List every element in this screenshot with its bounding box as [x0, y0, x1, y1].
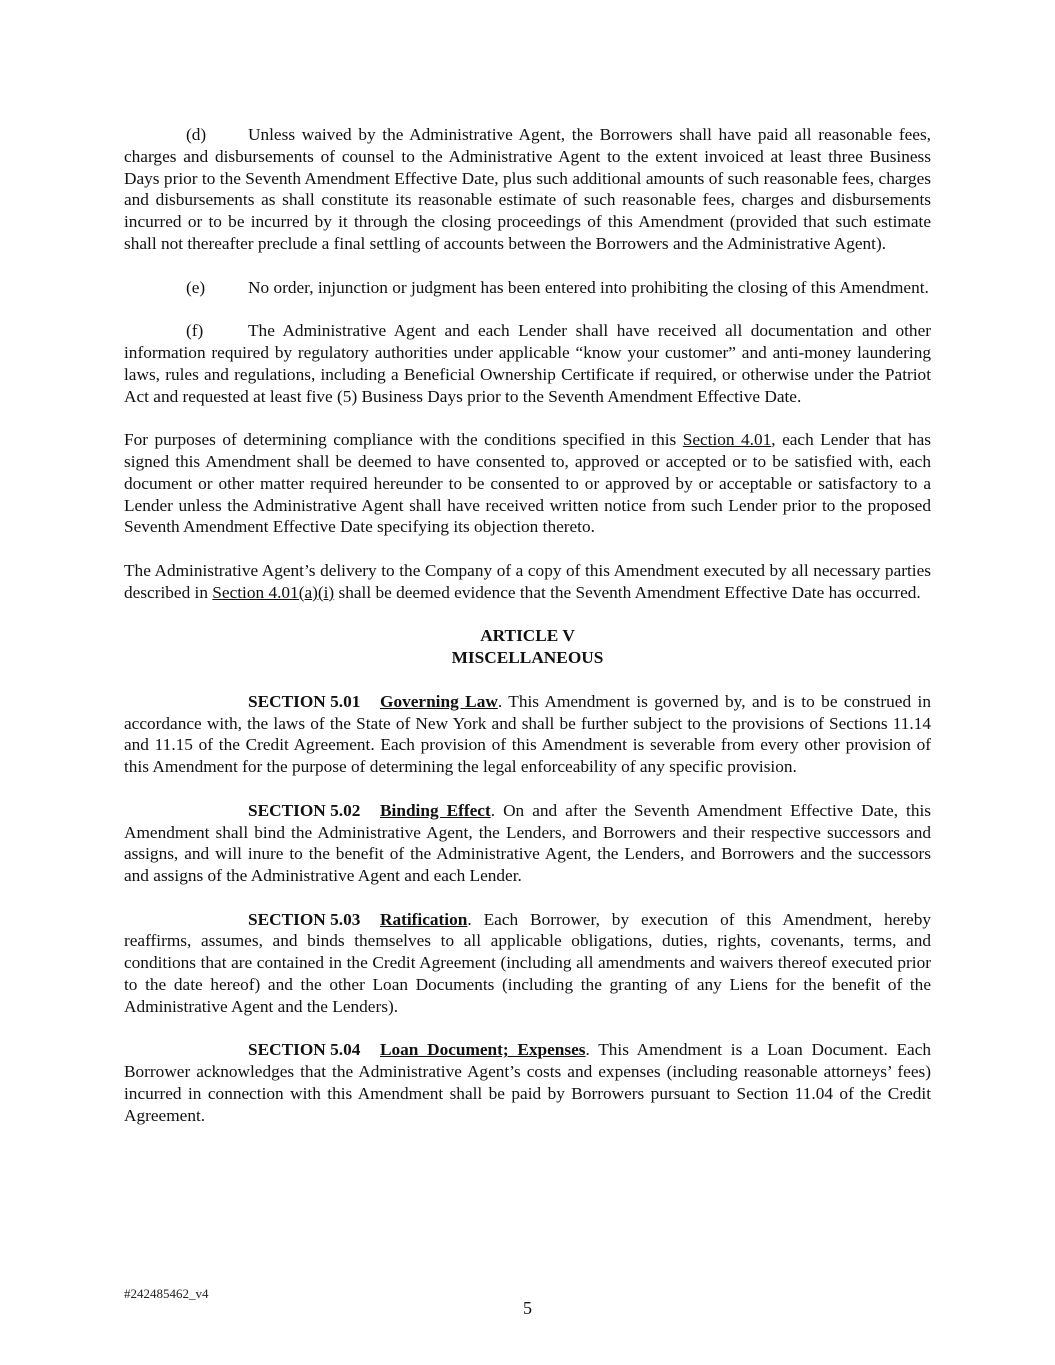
article-number: ARTICLE V: [480, 626, 575, 646]
paragraph-d: [124, 124, 931, 255]
paragraph-f: [124, 320, 931, 407]
section-number: SECTION 5.02: [248, 800, 361, 820]
document-id: #242485462_v4: [124, 1286, 209, 1301]
paragraph-d-label: (d): [186, 125, 207, 144]
section-title: Ratification: [380, 909, 468, 929]
page-number: 5: [523, 1298, 532, 1318]
article-title: MISCELLANEOUS: [451, 648, 604, 668]
section-5-01: [124, 691, 931, 778]
compliance-text-start: For purposes of determining compliance with the conditions specified in this: [124, 430, 683, 450]
compliance-text-end: , each Lender that has signed this Amendment shall be deemed to have consented to, approved or accepted or to be satisfied with, each document or other matter required hereunder to be consented to or approved by or acceptable or satisfactory to a Lender unless the Administrative Agent shall have received written notice from such Lender prior to the proposed Seventh Amendment Effective Date specifying its objection thereto.: [124, 430, 931, 537]
delivery-paragraph: [124, 560, 931, 604]
section-number: SECTION 5.03: [248, 909, 361, 929]
section-title: Governing Law: [380, 691, 498, 711]
paragraph-f-label: (f): [186, 321, 204, 341]
section-5-02: [124, 800, 931, 887]
section-title: Binding Effect: [380, 800, 491, 820]
section-text: . On and after the Seventh Amendment Effective Date, this Amendment shall bind the Administrative Agent, the Lenders, and Borrowers and their respective successors and assigns, and will inure to the benefit of the Administrative Agent, the Lenders, and Borrowers and the successors and assigns of the Administrative Agent and each Lender.: [124, 800, 931, 886]
section-5-04: [124, 1039, 931, 1126]
section-number: SECTION 5.01: [248, 691, 361, 711]
section-text: . Each Borrower, by execution of this Amendment, hereby reaffirms, assumes, and binds themselves to all applicable obligations, duties, rights, covenants, terms, and conditions that are contained in the Credit Agreement (including all amendments and waivers thereof executed prior to the date hereof) and the other Loan Documents (including the granting of any Liens for the benefit of the Administrative Agent and the Lenders).: [124, 909, 931, 1016]
section-number: SECTION 5.04: [248, 1040, 361, 1060]
paragraph-e-label: (e): [186, 277, 206, 297]
delivery-text-end: shall be deemed evidence that the Seventh Amendment Effective Date has occurred.: [334, 582, 921, 602]
paragraph-e: [124, 277, 931, 299]
section-5-03: [124, 909, 931, 1018]
section-text: . This Amendment is governed by, and is to be construed in accordance with, the laws of the State of New York and shall be further subject to the provisions of Sections 11.14 and 11.15 of the Credit Agreement. Each provision of this Amendment is severable from every other provision of this Amendment for the purpose of determining the legal enforceability of any specific provision.: [124, 691, 931, 777]
document-page: [124, 124, 931, 1148]
paragraph-e-text: No order, injunction or judgment has been entered into prohibiting the closing of this Amendment.: [248, 277, 929, 297]
article-heading: [124, 625, 931, 669]
compliance-paragraph: [124, 429, 931, 538]
paragraph-f-text: The Administrative Agent and each Lender shall have received all documentation and other information required by regulatory authorities under applicable “know your customer” and anti-money laundering laws, rules and regulations, including a Beneficial Ownership Certificate if required, or otherwise under the Patriot Act and requested at least five (5) Business Days prior to the Seventh Amendment Effective Date.: [124, 321, 931, 406]
section-text: . This Amendment is a Loan Document. Each Borrower acknowledges that the Administrative Agent’s costs and expenses (including reasonable attorneys’ fees) incurred in connection with this Amendment shall be paid by Borrowers pursuant to Section 11.04 of the Credit Agreement.: [124, 1040, 932, 1125]
delivery-text-start: The Administrative Agent’s delivery to the Company of a copy of this Amendment executed by all necessary parties described in: [124, 560, 931, 602]
paragraph-d-text: Unless waived by the Administrative Agent, the Borrowers shall have paid all reasonable fees, charges and disbursements of counsel to the Administrative Agent to the extent invoiced at least three Business Days prior to the Seventh Amendment Effective Date, plus such additional amounts of such reasonable fees, charges and disbursements as shall constitute its reasonable estimate of such reasonable fees, charges and disbursements incurred or to be incurred by it through the closing proceedings of this Amendment (provided that such estimate shall not thereafter preclude a final settling of accounts between the Borrowers and the Administrative Agent).: [124, 125, 931, 253]
section-title: Loan Document; Expenses: [380, 1040, 586, 1060]
section-4-01-a-i-reference: Section 4.01(a)(i): [212, 582, 335, 602]
section-4-01-reference: Section 4.01: [682, 430, 772, 450]
